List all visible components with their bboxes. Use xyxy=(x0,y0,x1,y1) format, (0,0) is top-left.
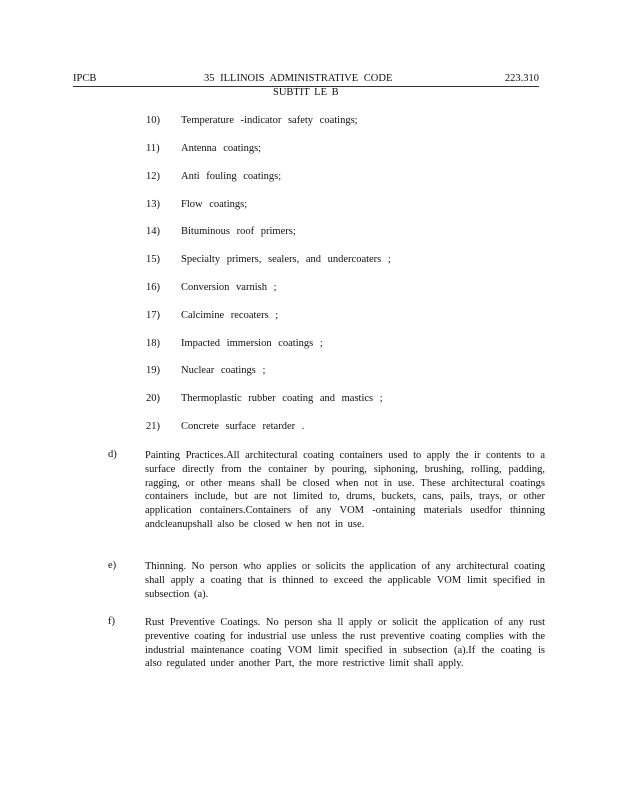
list-item-number: 15) xyxy=(146,254,160,265)
header-subtitle: SUBTIT LE B xyxy=(273,87,339,98)
list-item-number: 13) xyxy=(146,199,160,210)
list-item-number: 21) xyxy=(146,421,160,432)
list-item-text: Conversion varnish ; xyxy=(181,282,277,293)
header-agency: IPCB xyxy=(73,73,97,84)
list-item-number: 14) xyxy=(146,226,160,237)
paragraph-letter: d) xyxy=(108,449,117,460)
header-section-number: 223.310 xyxy=(504,73,539,84)
list-item-text: Impacted immersion coatings ; xyxy=(181,338,323,349)
list-item-text: Calcimine recoaters ; xyxy=(181,310,279,321)
list-item-text: Bituminous roof primers; xyxy=(181,226,296,237)
list-item-text: Anti fouling coatings; xyxy=(181,171,282,182)
list-item-text: Specialty primers, sealers, and undercoaters ; xyxy=(181,254,391,265)
header-title: 35 ILLINOIS ADMINISTRATIVE CODE xyxy=(204,73,393,84)
paragraph-text: Thinning. No person who applies or solicits the application of any architectural coating shall apply a coating that is thinned to exceed the applicable VOM limit specified in subsection (a). xyxy=(145,561,545,600)
paragraph-letter: e) xyxy=(108,560,117,571)
list-item-number: 20) xyxy=(146,393,160,404)
paragraph-letter: f) xyxy=(108,616,115,627)
page-header xyxy=(73,73,539,87)
list-item-number: 12) xyxy=(146,171,160,182)
list-item-text: Thermoplastic rubber coating and mastics ; xyxy=(181,393,383,404)
paragraph-text: Painting Practices.All architectural coating containers used to apply the ir contents to a surface directly from the container by pouring, siphoning, brushing, rolling, padding, ragging, or other means shall be closed when not in use. These architectural coatings containers include, but are not limited to, drums, buckets, cans, pails, trays, or other application containers.Containers of any VOM -ontaining materials usedfor thinning andcleanupshall also be closed w hen not in use. xyxy=(145,450,545,530)
list-item-text: Concrete surface retarder . xyxy=(181,421,305,432)
list-item-number: 19) xyxy=(146,365,160,376)
list-item-text: Nuclear coatings ; xyxy=(181,365,266,376)
list-item-text: Antenna coatings; xyxy=(181,143,262,154)
list-item-number: 11) xyxy=(146,143,160,154)
list-item-text: Flow coatings; xyxy=(181,199,248,210)
list-item-number: 10) xyxy=(146,115,160,126)
paragraph-text: Rust Preventive Coatings. No person sha ll apply or solicit the application of any rust preventive coating for industrial use unless the rust preventive coating complies with the industrial maintenance coating VOM limit specified in subsection (a).If the coating is also regulated under another Part, the more restrictive limit shall apply. xyxy=(145,617,545,670)
list-item-number: 18) xyxy=(146,338,160,349)
list-item-text: Temperature -indicator safety coatings; xyxy=(181,115,358,126)
list-item-number: 17) xyxy=(146,310,160,321)
list-item-number: 16) xyxy=(146,282,160,293)
